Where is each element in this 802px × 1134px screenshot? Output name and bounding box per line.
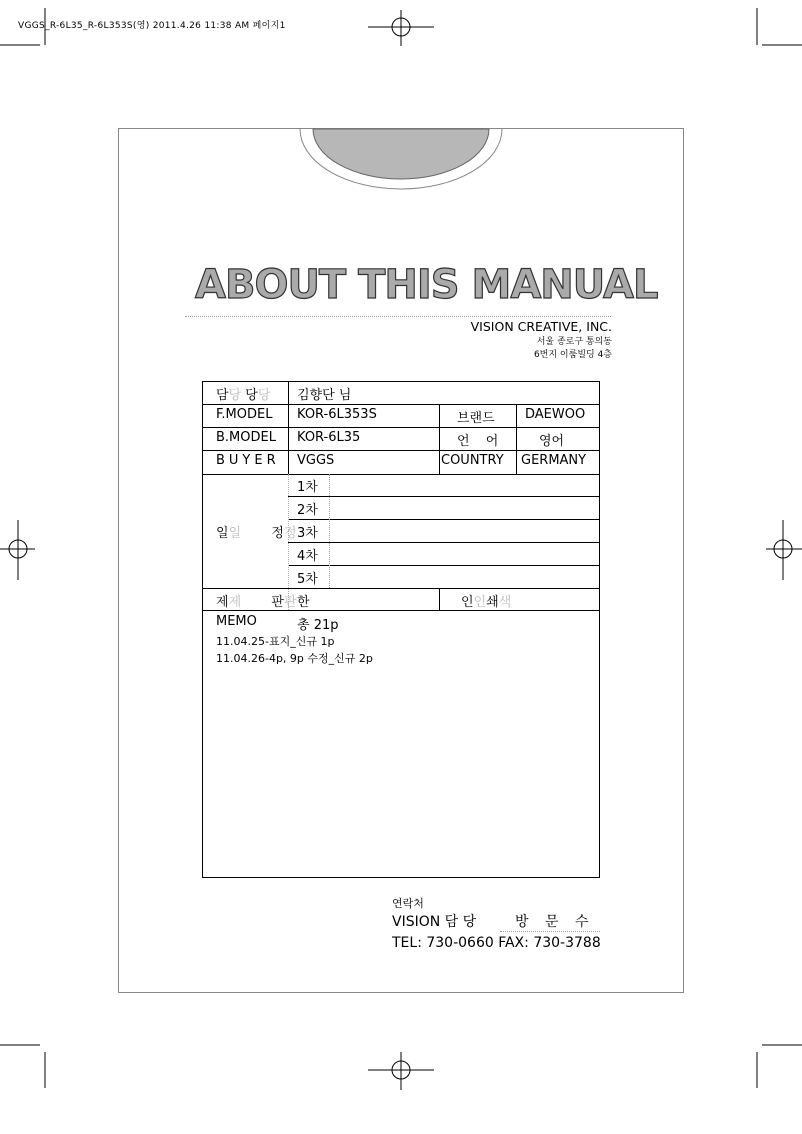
memo-line-2: 11.04.26-4p, 9p 수정_신규 2p — [216, 652, 373, 665]
print-label: 인인쇄색 — [461, 595, 512, 610]
round-1: 1차 — [297, 480, 318, 495]
memo-label: MEMO — [216, 614, 257, 629]
country-value: GERMANY — [521, 453, 587, 468]
company-name: VISION CREATIVE, INC. — [470, 319, 612, 334]
round-4: 4차 — [297, 549, 318, 564]
buyer-label: BUYER — [216, 453, 280, 468]
company-address-line2: 6번지 이룸빌딩 4층 — [533, 350, 612, 360]
brand-label: 브랜드 — [457, 411, 495, 426]
visitor-underline — [500, 931, 600, 932]
b-model-label: B.MODEL — [216, 430, 276, 445]
contact-heading: 연락처 — [392, 897, 424, 910]
title-divider — [185, 316, 611, 317]
spec-form — [202, 381, 600, 878]
language-label: 언 어 — [457, 434, 505, 449]
edition-value: 한 — [297, 595, 310, 610]
round-2: 2차 — [297, 503, 318, 518]
brand-value: DAEWOO — [525, 407, 586, 422]
f-model-label: F.MODEL — [216, 407, 273, 422]
buyer-value: VGGS — [297, 453, 335, 468]
f-model-value: KOR-6L353S — [297, 407, 377, 422]
country-label: COUNTRY — [441, 453, 504, 468]
contact-visitor: 방 문 수 — [515, 914, 595, 930]
schedule-label: 일일 정정 — [216, 526, 297, 541]
print-header: VGGS_R-6L35_R-6L353S(영) 2011.4.26 11:38 AM 페이지1 — [18, 21, 286, 31]
company-address-line1: 서울 종로구 통의동 — [536, 337, 612, 347]
manager-label: 담당 당당 — [216, 388, 271, 403]
manager-value: 김향단 님 — [297, 388, 352, 403]
language-value: 영어 — [539, 434, 565, 449]
b-model-value: KOR-6L35 — [297, 430, 361, 445]
edition-label: 제제 판판 — [216, 595, 297, 610]
memo-line-1: 11.04.25-표지_신규 1p — [216, 635, 335, 648]
contact-tel-fax: TEL: 730-0660 FAX: 730-3788 — [392, 935, 601, 951]
memo-total: 총 21p — [297, 618, 339, 633]
page-title: ABOUT THIS MANUAL — [195, 262, 658, 308]
round-3: 3차 — [297, 526, 318, 541]
round-5: 5차 — [297, 572, 318, 587]
contact-vision: VISION 담 당 — [392, 914, 477, 930]
